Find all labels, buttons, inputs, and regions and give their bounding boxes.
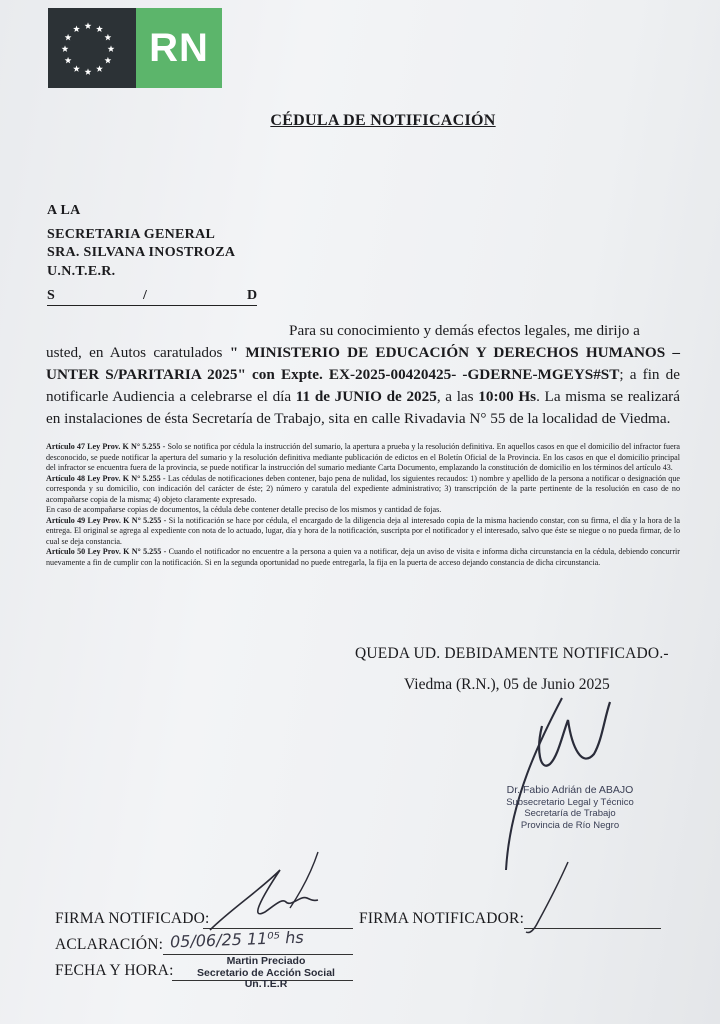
legal-articles [46,442,680,568]
star-icon [96,65,103,72]
star-icon [108,45,115,52]
star-icon [104,57,111,64]
article-heading: Artículo 49 Ley Prov. K N° 5.255 [46,515,162,525]
case-caption: " MINISTERIO DE EDUCACIÓN Y DERECHOS HUMANOS – UNTER S/PARITARIA 2025" con Expte. EX-2025-00420425- -GDERNE-MGEYS#ST [46,344,680,383]
recipient-line-a-la: A LA [47,203,81,218]
recipient-line-title: SECRETARIA GENERAL [47,227,216,242]
rn-logo [48,8,222,88]
official-name: Dr. Fabio Adrián de ABAJO [506,784,634,796]
recipient-line-org: U.N.T.E.R. [47,264,116,279]
official-role: Subsecretario Legal y Técnico [506,796,634,808]
recipient-d: D [247,288,258,303]
article-text: - Si la notificación se hace por cédula, el encargado de la diligencia deja al interesado copia de la misma haciendo constar, con su firma, el día y la hora de la entrega. El original se agrega al expediente con nota de lo actuado, lugar, día y hora de la notificación, suscripta por el notificador y el interesado, salvo que éste se niegue o no pueda firmar, de lo cual se deja constancia. [46,515,680,546]
recipient-stamp-org: Un.T.E.R [244,978,288,990]
star-icon [73,25,80,32]
star-icon [85,68,92,75]
place-date: Viedma (R.N.), 05 de Junio 2025 [404,676,610,693]
recipient-signature-icon [190,850,350,940]
body-paragraph-main [46,342,680,430]
recipient-sd-line [47,289,257,306]
star-icon [65,34,72,41]
body-text-a: usted, en Autos caratulados [46,344,230,361]
star-icon [62,45,69,52]
recipient-stamp-name: Martin Preciado [226,955,306,967]
official-signature-icon [470,680,640,880]
body-text-e: , a las [436,388,479,405]
stars-emblem-icon [48,8,136,88]
official-office: Secretaría de Trabajo [524,808,616,819]
article-heading: Artículo 50 Ley Prov. K N° 5.255 [46,547,162,556]
hearing-date: 11 de JUNIO de 2025 [295,388,437,405]
article-47 [46,442,680,474]
star-icon [104,34,111,41]
body-text-c: ; a fin de notificarle Audiencia a celebrarse el día [46,366,680,405]
body-text-g: . La misma se realizará en instalaciones de ésta Secretaría de Trabajo, sita en calle Rivadavia N° 55 de la localidad de Viedma. [46,388,680,427]
official-province: Provincia de Río Negro [520,819,620,831]
recipient-slash: / [143,288,147,303]
document-title: CÉDULA DE NOTIFICACIÓN [270,112,496,129]
closing-statement: QUEDA UD. DEBIDAMENTE NOTIFICADO.- [355,645,669,662]
article-50 [46,547,680,568]
star-icon [73,65,80,72]
star-icon [96,25,103,32]
firma-notificado-label: FIRMA NOTIFICADO: [55,910,210,927]
body-paragraph-intro: Para su conocimiento y demás efectos legales, me dirijo a [289,322,640,339]
recipient-stamp [186,956,346,991]
handwritten-date-time: 05/06/25 11⁰⁵ hs [169,927,304,952]
article-48 [46,474,680,506]
article-48-note [46,505,680,516]
article-text: En caso de acompañarse copias de documentos, la cédula debe contener detalle preciso de los mismos y cantidad de fojas. [46,505,442,514]
article-49 [46,516,680,548]
recipient-stamp-role: Secretario de Acción Social [197,966,335,979]
article-heading: Artículo 47 Ley Prov. K N° 5.255 [46,442,161,451]
hearing-time: 10:00 Hs [478,388,537,405]
article-text: - Cuando el notificador no encuentre a la persona a quien va a notificar, deja un aviso de visita e informa dicha circunstancia en la cédula, debiendo concurrir nuevamente a fin de cumplir con la notificación. Si en la segunda oportunidad no puede entregarla, la fija en la puerta de acceso dejando constancia de dicha circunstancia. [46,547,680,567]
article-heading: Artículo 48 Ley Prov. K N° 5.255 [46,473,161,483]
article-text: - Solo se notifica por cédula la instrucción del sumario, la apertura a prueba y la resolución definitiva. En aquellos casos en que el domicilio del infractor fuera desconocido, se puede notificar la apertura del sumario y la resolución definitiva mediante publicación de edictos en el Boletín Oficial de la Provincia. En los casos en que el domicilio principal del infractor se encuentra fuera de la provincia, se puede notificar la instrucción del sumario mediante Carta Documento, emplazando la constitución de domicilio en los términos del artículo 43. [46,442,680,472]
star-icon [65,57,72,64]
star-icon [85,22,92,29]
article-text: - Las cédulas de notificaciones deben contener, bajo pena de nulidad, los siguientes recaudos: 1) nombre y apellido de la persona a notificar o designación que corresponda y su domicilio, con indicación del carácter de éste; 2) número y caratula del expediente administrativo; 3) transcripción de la parte pertinente de la resolución en caso de no acompañarse copia de la misma; 4) objeto claramente expresado. [46,473,680,504]
recipient-s: S [47,288,55,303]
notifier-signature-icon [520,860,580,940]
recipient-line-name: SRA. SILVANA INOSTROZA [47,245,236,260]
logo-text: RN [136,8,222,88]
firma-notificador-label: FIRMA NOTIFICADOR: [359,910,525,927]
aclaracion-label: ACLARACIÓN: [55,936,164,953]
official-stamp [500,785,640,831]
fecha-hora-label: FECHA Y HORA: [55,962,174,979]
notification-body [46,320,680,430]
